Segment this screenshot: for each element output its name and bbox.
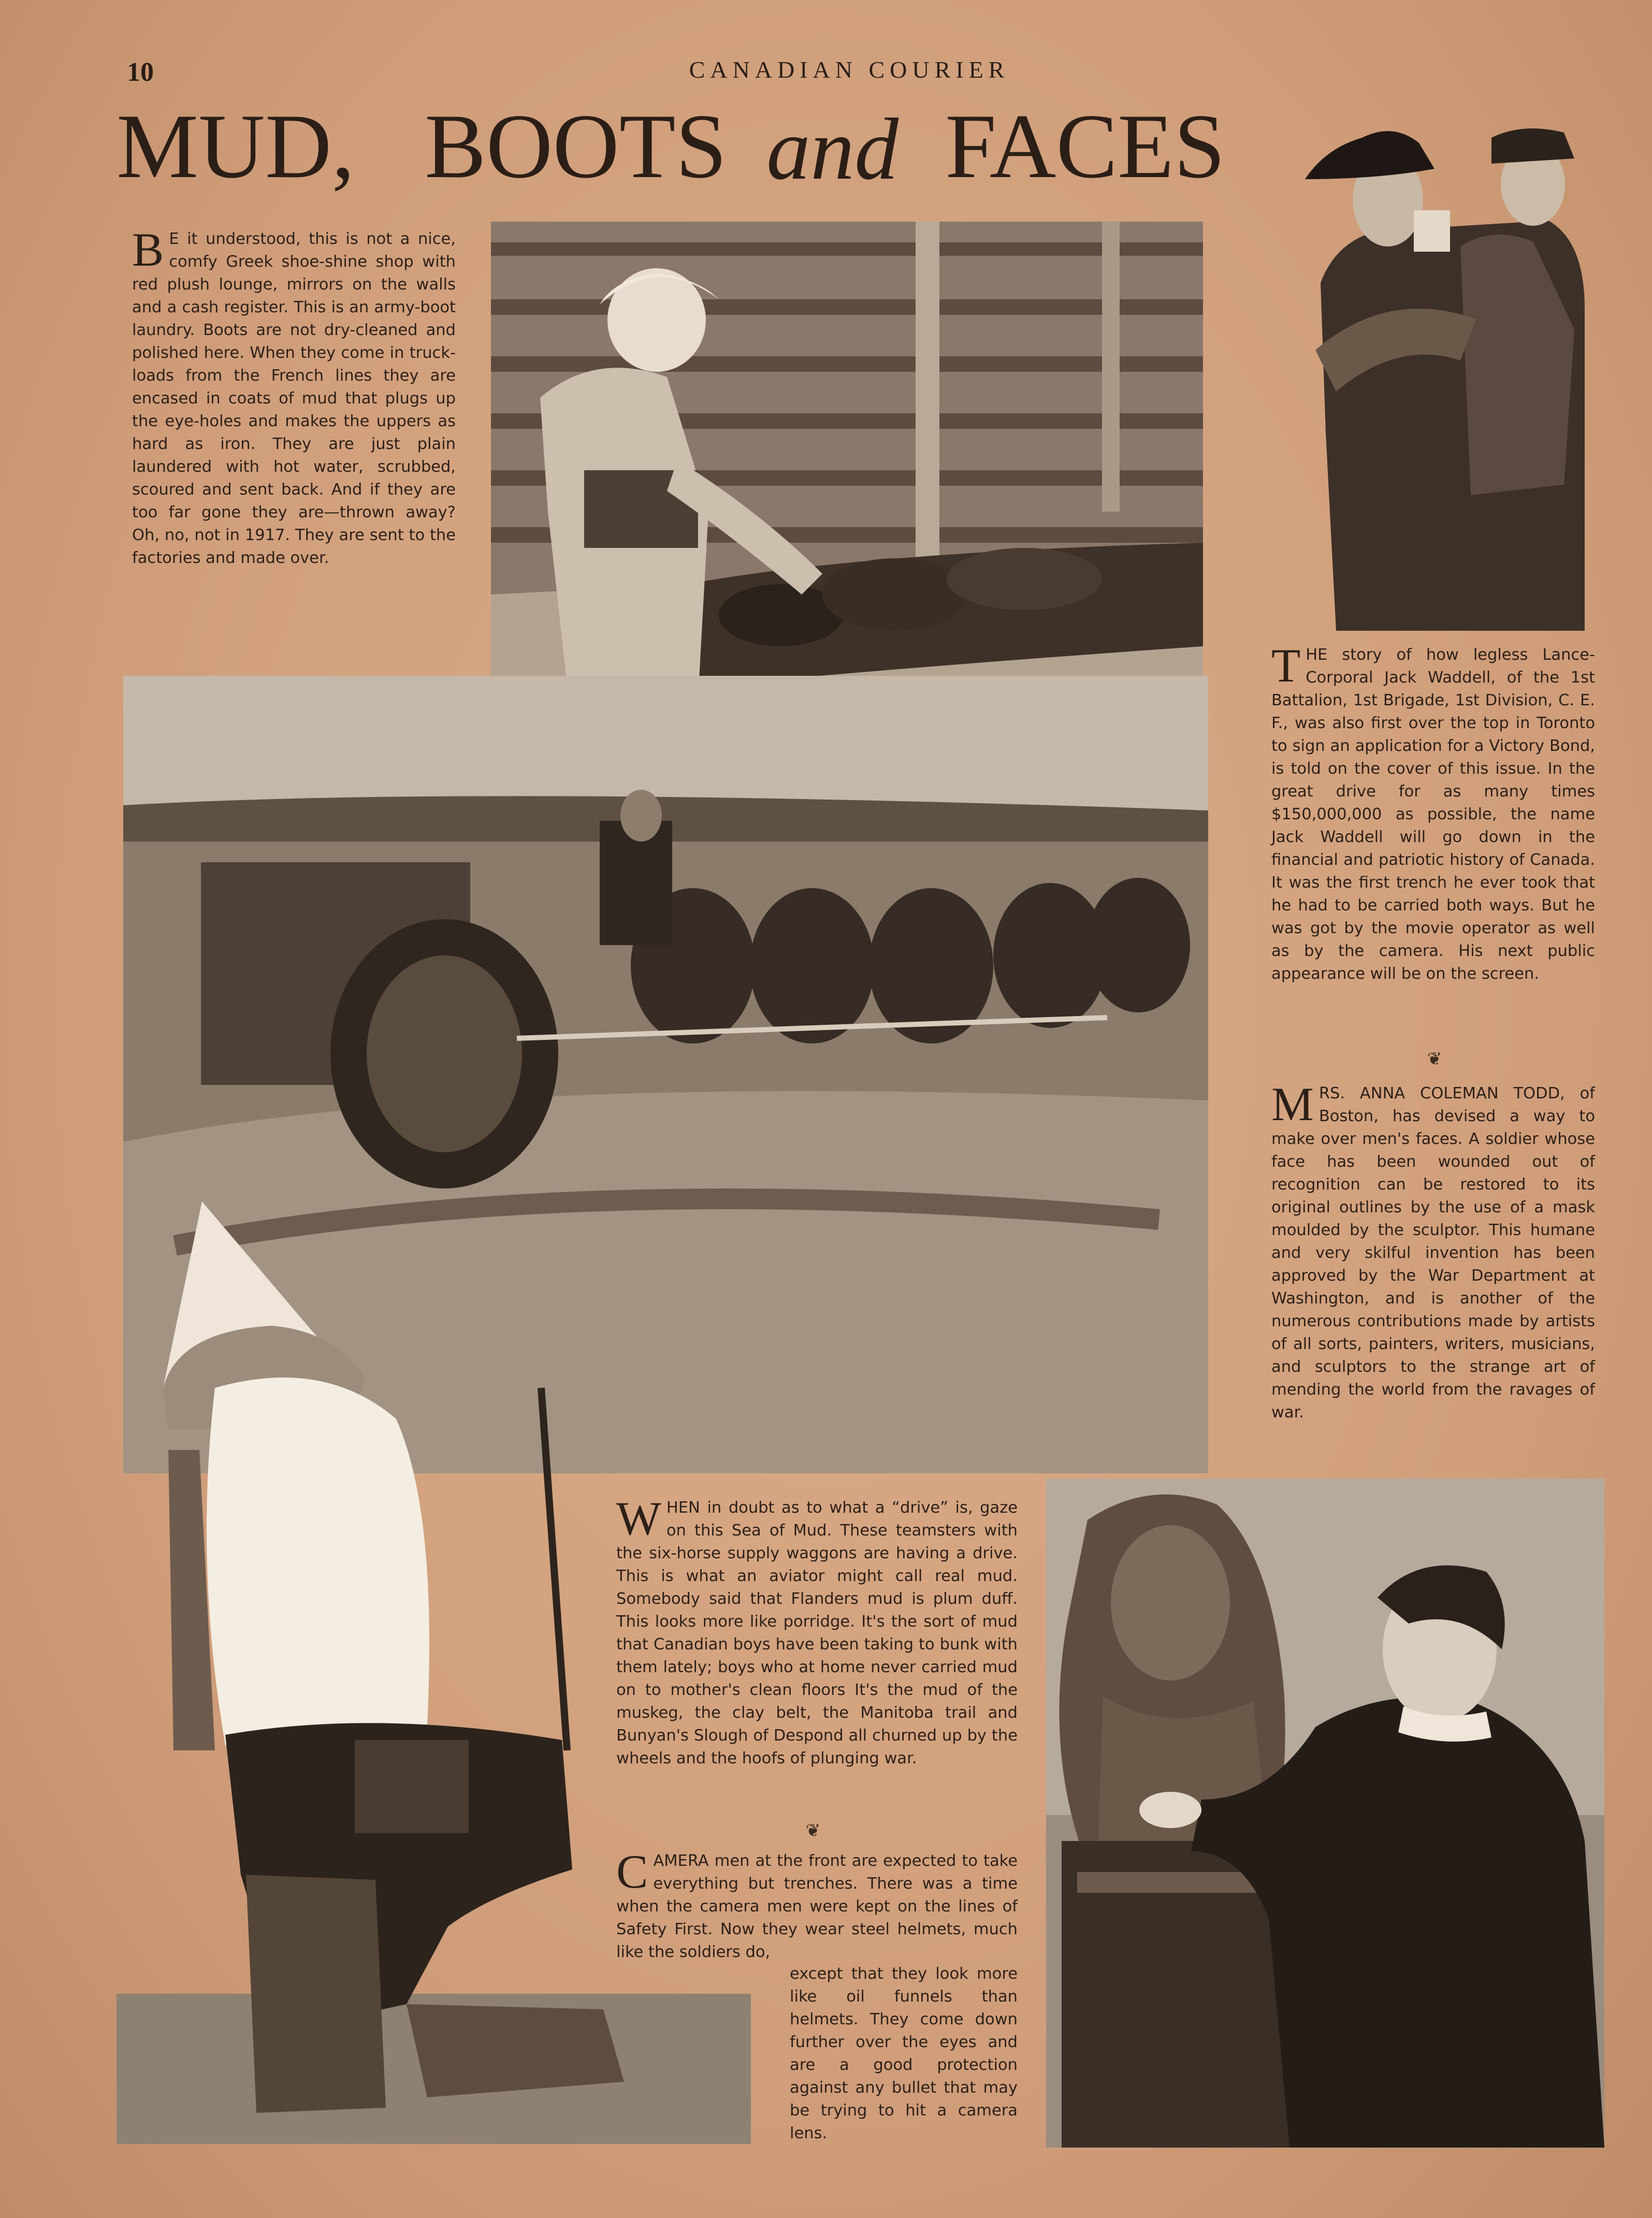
mud-article-dropcap: W (616, 1492, 661, 1545)
todd-sculpture-image (1046, 1478, 1604, 2148)
camera-article-lead: AMERA (653, 1852, 709, 1870)
boot-laundry-image (491, 222, 1203, 723)
camera-article-text-wide: men at the front are expected to take everything but trenches. There was a time when the camera men were kept on the lines of Safety First. Now they wear steel helmets, much like the soldiers do, (616, 1852, 1018, 1961)
waddell-article-dropcap: T (1271, 639, 1301, 692)
boot-laundry-photo (491, 222, 1203, 723)
todd-article-lead: RS. ANNA COLEMAN TODD, (1318, 1084, 1565, 1103)
headline-word-boots: BOOTS (425, 95, 727, 197)
headline-word-and: and (766, 100, 899, 198)
todd-article-dropcap: M (1271, 1078, 1314, 1130)
boots-article-dropcap: B (132, 223, 164, 276)
camera-article (616, 1845, 1018, 1964)
headline (117, 95, 1235, 198)
publication-name: CANADIAN COURIER (689, 56, 1010, 83)
headline-word-faces: FACES (945, 95, 1225, 197)
mud-article-text: HEN in doubt as to what a “drive” is, gaze on this Sea of Mud. These teamsters with the six-horse supply waggons are having a drive. This is what an aviator might call real mud. Somebody said that Flanders mud is plum duff. This looks more like porridge. It's the sort of mud that Canadian boys have been taking to bunk with them lately; boys who at home never carried mud on to mother's clean floors It's the mud of the muskeg, the clay belt, the Manitoba trail and Bunyan's Slough of Despond all churned up by the wheels and the hoofs of plunging war. (616, 1499, 1018, 1767)
waddell-article (1271, 639, 1595, 985)
camera-article-text-narrow: except that they look more like oil funnels than helmets. They come down further over the eyes and are a good protection against any bullet that may be trying to hit a camera lens. (790, 1965, 1018, 2142)
camera-article-continued (790, 1963, 1018, 2145)
boots-article-text: E it understood, this is not a nice, comfy Greek shoe-shine shop with red plush lounge, mirrors on the walls and a cash register. This is an army-boot laundry. Boots are not dry-cleaned and polished here. When they come in truck-loads from the French lines they are encased in coats of mud that plugs up the eye-holes and makes the uppers as hard as iron. They are just plain laundered with hot water, scrubbed, scoured and sent back. And if they are too far gone they are—thrown away? Oh, no, not in 1917. They are sent to the factories and made over. (132, 230, 456, 567)
todd-article-text: of Boston, has devised a way to make over men's faces. A soldier whose face has been wounded out of recognition can be restored to its original outlines by the use of a mask moulded by the sculptor. This humane and very skilful invention has been approved by the War Department at Washington, and is another of the numerous contributions made by artists of all sorts, painters, writers, musicians, and sculptors to the strange art of mending the world from the ravages of war. (1271, 1084, 1595, 1422)
todd-sculpture-photo (1046, 1478, 1604, 2148)
waddell-article-text: HE story of how legless Lance-Corporal Jack Waddell, of the 1st Battalion, 1st Brigade, 1st Division, C. E. F., was also first over the top in Toronto to sign an application for a Victory Bond, is told on the cover of this issue. In the great drive for as many times $150,000,000 as possible, the name Jack Waddell will go down in the financial and patriotic history of Canada. It was the first trench he ever took that he had to be carried both ways. But he was got by the movie operator as well as by the camera. His next public appearance will be on the screen. (1271, 646, 1595, 983)
ornament-divider-2: ❦ (805, 1821, 821, 1840)
waddell-photo (1305, 122, 1592, 631)
mud-article (616, 1492, 1018, 1770)
camera-article-dropcap: C (616, 1845, 648, 1898)
page-number: 10 (127, 57, 154, 87)
boots-article (132, 223, 456, 570)
todd-article (1271, 1078, 1595, 1424)
headline-word-mud: MUD, (117, 95, 355, 197)
waddell-image (1305, 122, 1592, 631)
ornament-divider: ❦ (1427, 1049, 1442, 1069)
